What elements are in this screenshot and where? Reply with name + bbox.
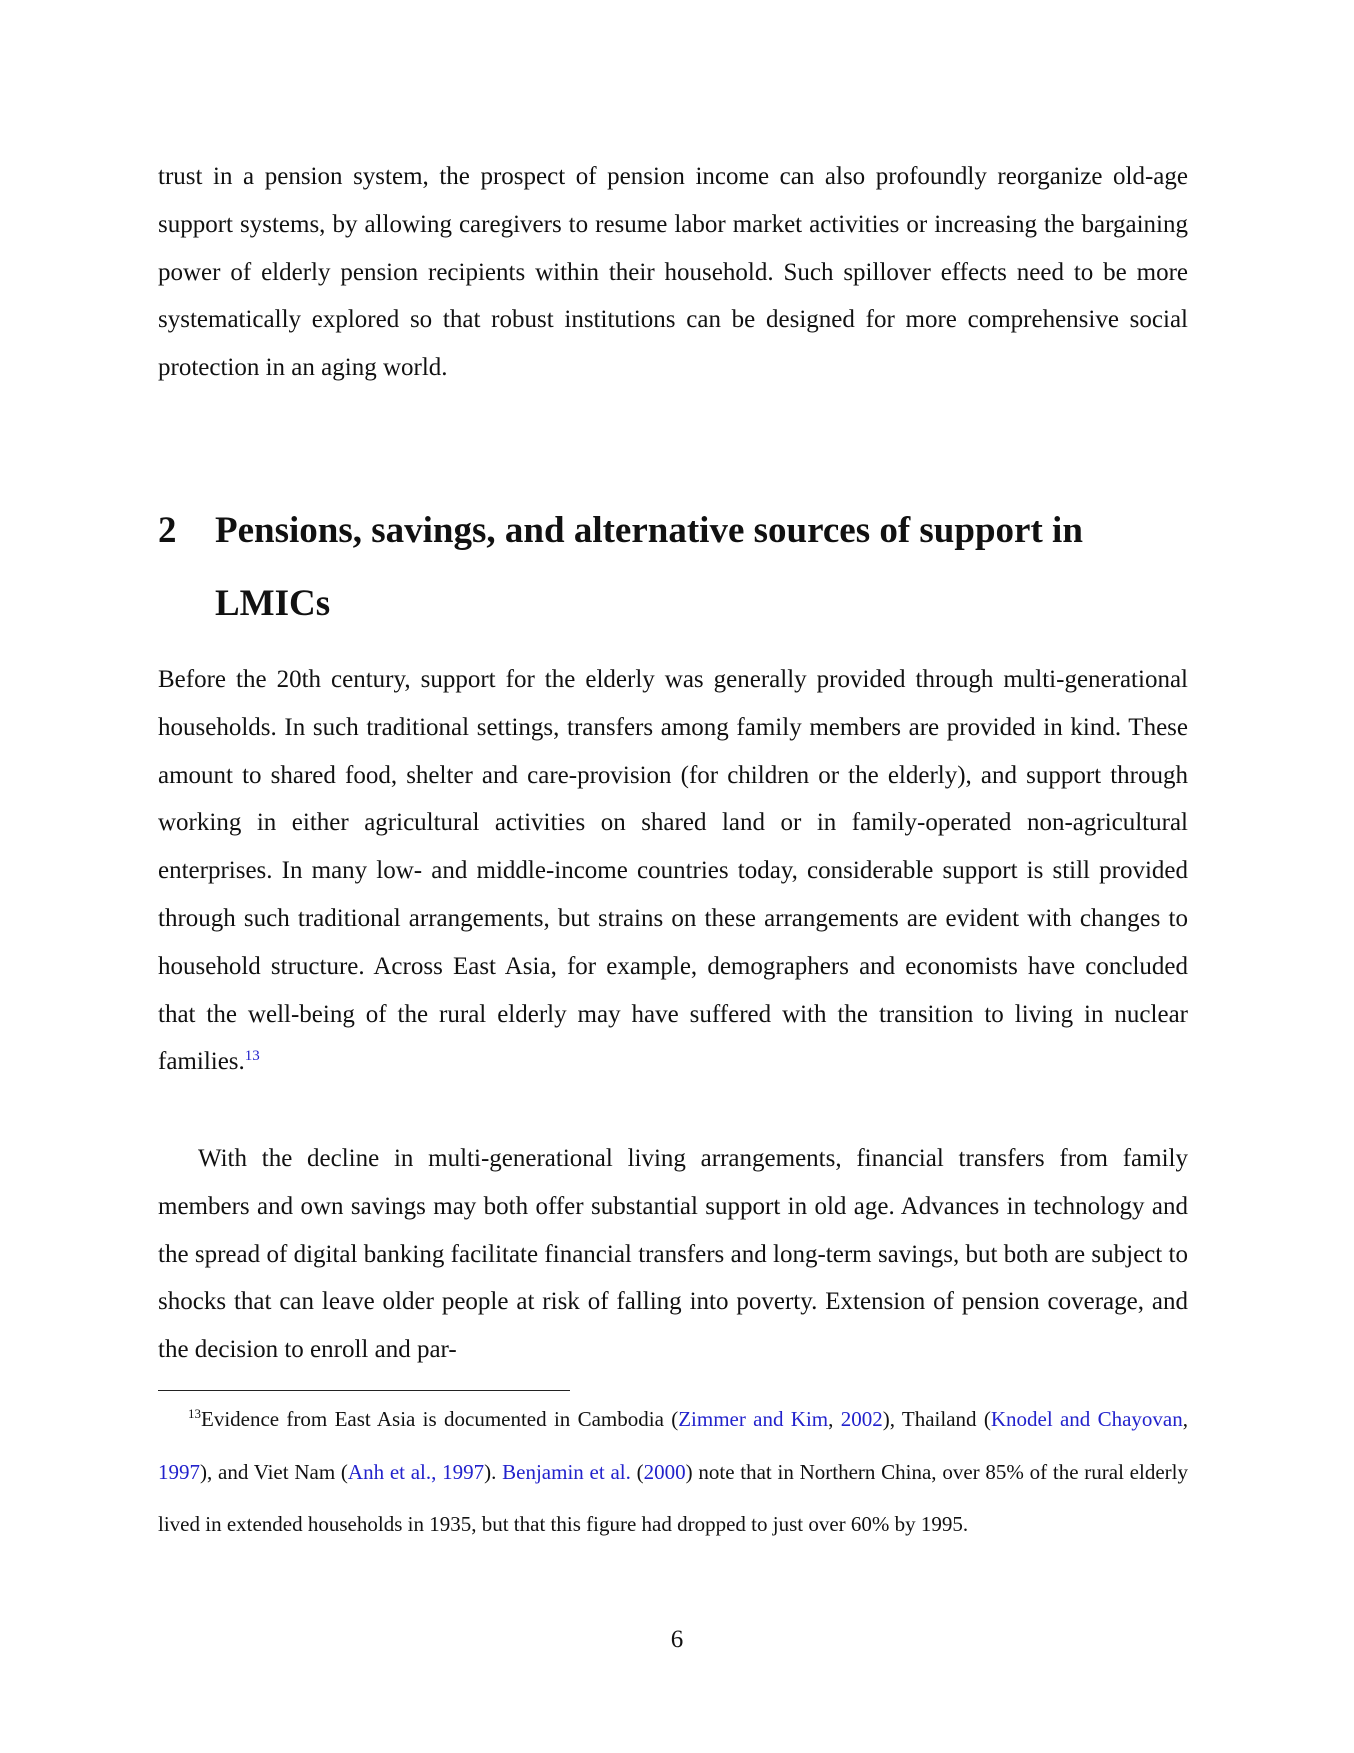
section-number: 2 [158,510,177,551]
citation-link-zimmer-kim-year[interactable]: 2002 [840,1407,883,1431]
footnote-text: ). [484,1459,503,1484]
citation-link-benjamin[interactable]: Benjamin et al. [502,1459,631,1484]
section-heading [158,494,1188,640]
citation-link-knodel-chayovan-year[interactable]: 1997 [158,1459,200,1484]
footnote-text: ), Thailand ( [882,1407,991,1431]
paragraph-1-text: Before the 20th century, support for the elderly was generally provided through multi-generational households. In such traditional settings, transfers among family members are provided in kind. These amount to shared food, shelter and care-provision (for children or the elderly), and support through working in either agricultural activities on shared land or in family-operated non-agricultural enterprises. In many low- and middle-income countries today, considerable support is still provided through such traditional arrangements, but strains on these arrangements are evident with changes to household structure. Across East Asia, for example, demographers and economists have concluded that the well-being of the rural elderly may have suffered with the transition to living in nuclear families. [158,666,1188,1076]
footnote-text: Evidence from East Asia is documented in Cambodia ( [201,1407,679,1431]
footnote-divider [158,1390,570,1391]
paragraph-1 [158,656,1188,1086]
footnote-text: ) note that in Northern China, over 85% of the rural elderly lived in extended households in 1935, but that this figure had dropped to just over 60% by 1995. [158,1459,1188,1536]
footnote-text: , [828,1407,841,1431]
footnote-13 [158,1393,1188,1551]
section-title: Pensions, savings, and alternative sources of support in LMICs [215,510,1083,624]
citation-link-knodel-chayovan[interactable]: Knodel and Chayovan [990,1407,1183,1431]
footnote-text: ), and Viet Nam ( [200,1459,348,1484]
citation-link-benjamin-year[interactable]: 2000 [643,1459,686,1484]
footnote-number: 13 [188,1406,201,1421]
paragraph-2: With the decline in multi-generational living arrangements, financial transfers from family members and own savings may both offer substantial support in old age. Advances in technology and the spread of digital banking facilitate financial transfers and long-term savings, but both are subject to shocks that can leave older people at risk of falling into poverty. Extension of pension coverage, and the decision to enroll and par- [158,1145,1188,1364]
citation-link-anh[interactable]: Anh et al., 1997 [347,1459,485,1484]
footnote-text: ( [630,1459,644,1484]
citation-link-zimmer-kim[interactable]: Zimmer and Kim [678,1407,829,1431]
page-number: 6 [670,1626,684,1653]
footnote-link-13[interactable]: 13 [244,1048,260,1065]
footnote-text: , [1182,1407,1189,1431]
paragraph-intro: trust in a pension system, the prospect of pension income can also profoundly reorganize old-age support systems, by allowing caregivers to resume labor market activities or increasing the bargaining power of elderly pension recipients within their household. Such spillover effects need to be more systematically explored so that robust institutions can be designed for more comprehensive social protection in an aging world. [158,163,1188,382]
